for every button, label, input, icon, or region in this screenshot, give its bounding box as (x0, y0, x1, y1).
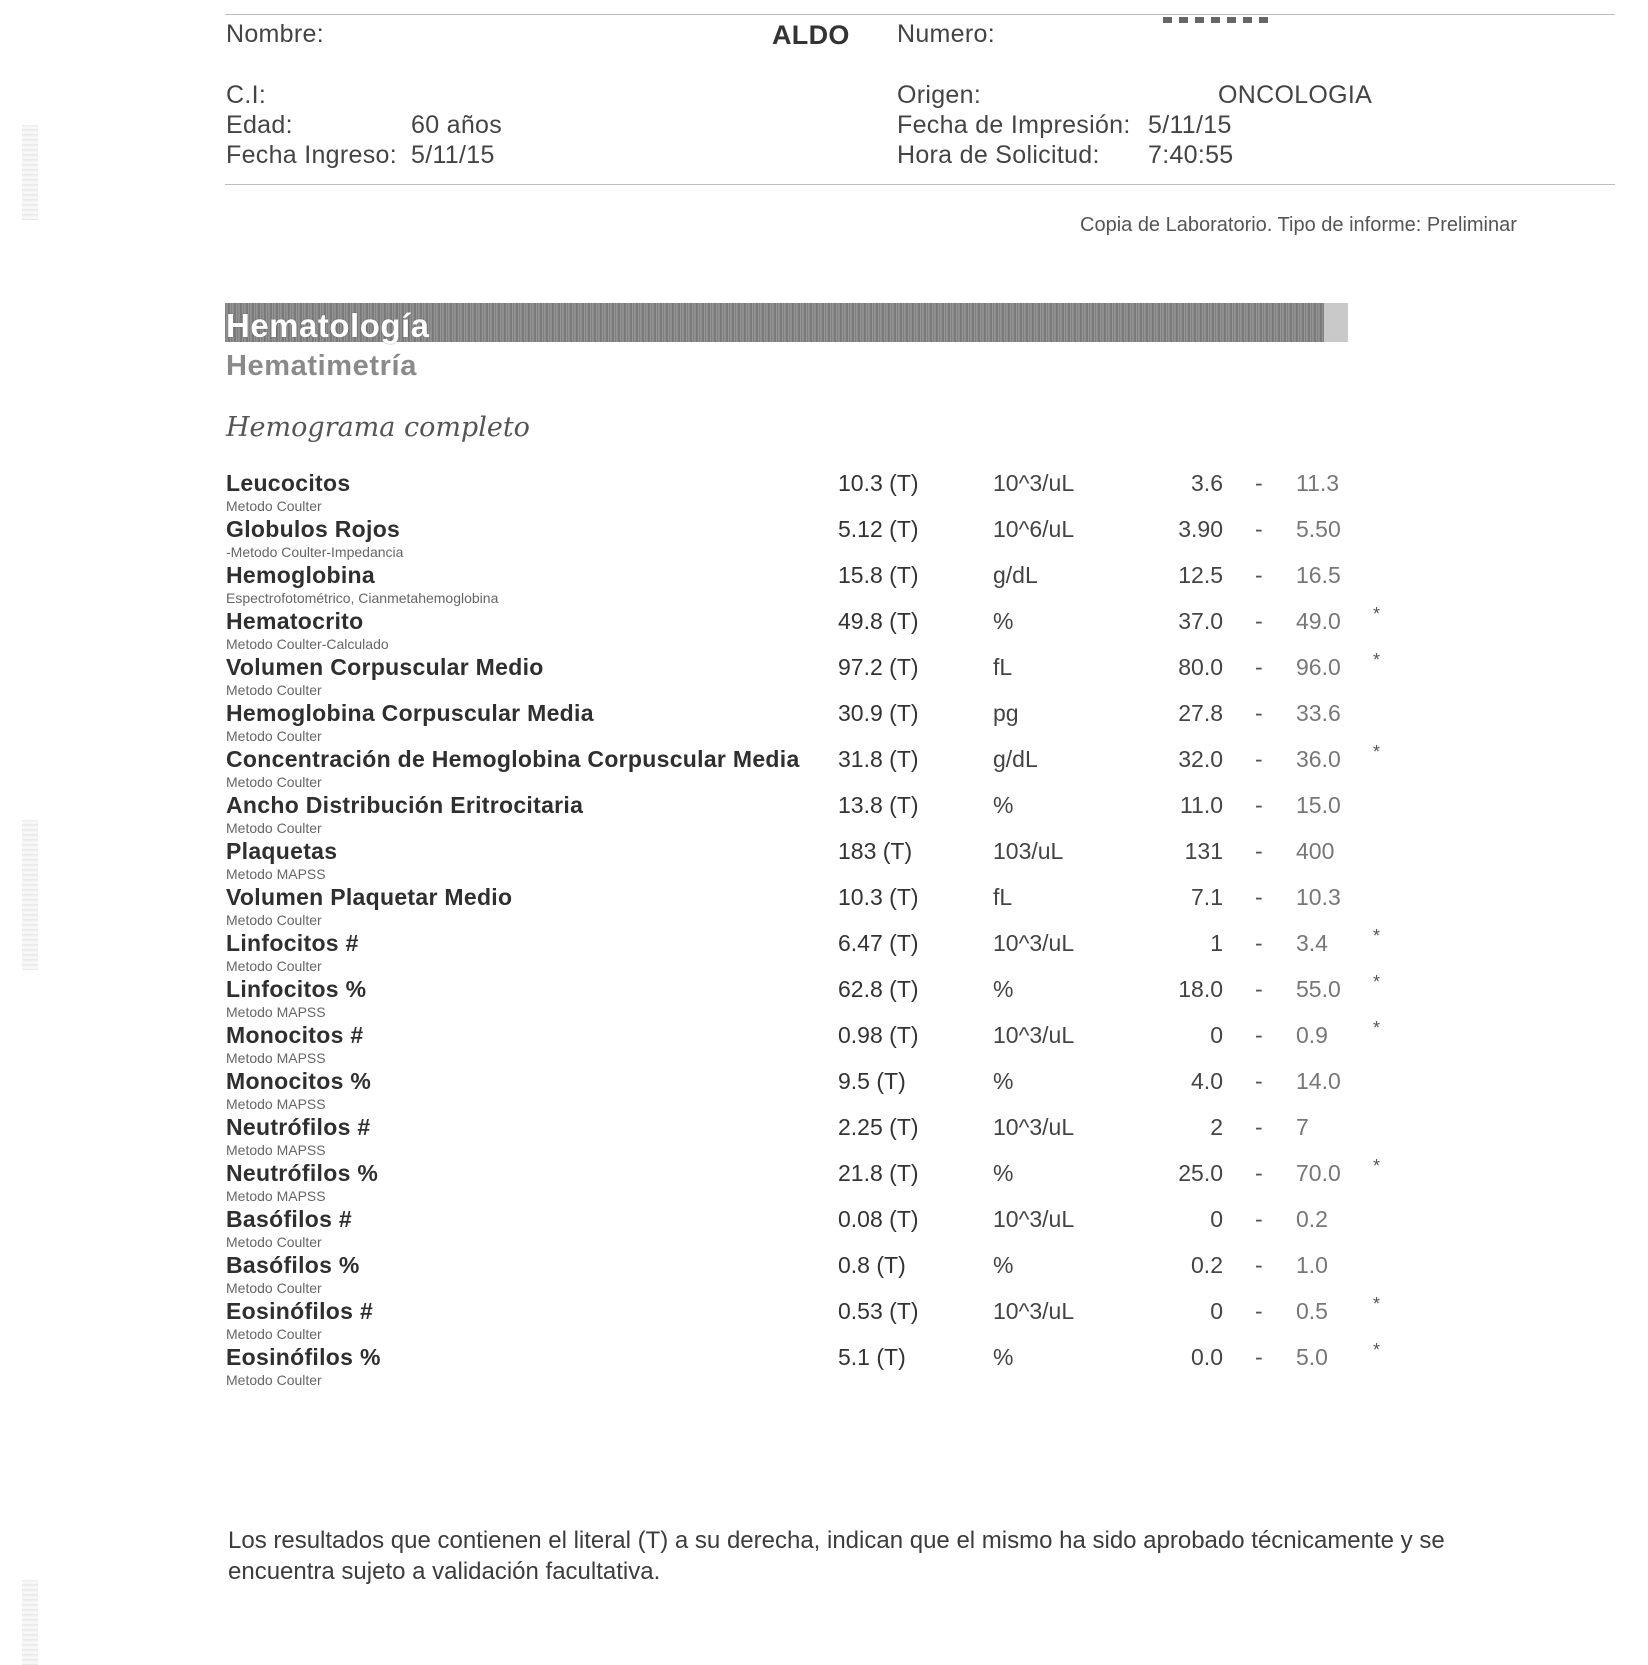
result-unit: 10^3/uL (993, 1114, 1075, 1140)
reference-range-separator: - (1255, 562, 1263, 588)
panel-title: Hemograma completo (226, 412, 530, 443)
reference-low: 7.1 (1191, 884, 1223, 910)
out-of-range-flag: * (1373, 1018, 1381, 1038)
reference-range-separator: - (1255, 654, 1263, 680)
reference-range-separator: - (1255, 1160, 1263, 1186)
result-method: Metodo Coulter (226, 774, 322, 790)
reference-high: 5.50 (1296, 516, 1341, 542)
result-unit: 103/uL (993, 838, 1064, 864)
result-unit: pg (993, 700, 1019, 726)
fecha-ingreso-value: 5/11/15 (411, 141, 495, 169)
reference-low: 27.8 (1178, 700, 1223, 726)
result-test-name: Eosinófilos # (226, 1298, 374, 1324)
result-row (0, 792, 1648, 838)
reference-high: 10.3 (1296, 884, 1341, 910)
reference-low: 1 (1210, 930, 1223, 956)
result-value: 0.98 (T) (838, 1022, 919, 1048)
result-test-name: Monocitos # (226, 1022, 364, 1048)
reference-low: 0.2 (1191, 1252, 1223, 1278)
origen-value: ONCOLOGIA (1218, 81, 1373, 109)
reference-range-separator: - (1255, 516, 1263, 542)
result-row (0, 972, 1648, 1022)
nombre-label: Nombre: (226, 20, 324, 48)
result-value: 97.2 (T) (838, 654, 919, 680)
scan-edge-mark (22, 1580, 38, 1665)
reference-low: 0 (1210, 1022, 1223, 1048)
fecha-impresion-label: Fecha de Impresión: (897, 111, 1131, 139)
reference-range-separator: - (1255, 1068, 1263, 1094)
edad-value: 60 años (411, 111, 503, 139)
result-unit: fL (993, 654, 1013, 680)
reference-range-separator: - (1255, 608, 1263, 634)
result-row (0, 926, 1648, 976)
reference-low: 0 (1210, 1206, 1223, 1232)
result-test-name: Monocitos % (226, 1068, 372, 1094)
reference-low: 25.0 (1178, 1160, 1223, 1186)
result-method: Metodo Coulter (226, 1326, 322, 1342)
reference-low: 131 (1184, 838, 1223, 864)
out-of-range-flag: * (1373, 1294, 1381, 1314)
out-of-range-flag: * (1373, 604, 1381, 624)
result-method: Metodo Coulter-Calculado (226, 636, 389, 652)
result-value: 5.1 (T) (838, 1344, 906, 1370)
reference-low: 2 (1210, 1114, 1223, 1140)
reference-low: 37.0 (1178, 608, 1223, 634)
result-test-name: Neutrófilos % (226, 1160, 379, 1186)
reference-range-separator: - (1255, 930, 1263, 956)
reference-low: 4.0 (1191, 1068, 1223, 1094)
result-unit: 10^3/uL (993, 1022, 1075, 1048)
result-unit: % (993, 608, 1014, 634)
result-method: Metodo Coulter (226, 1372, 322, 1388)
result-unit: % (993, 1252, 1014, 1278)
result-test-name: Hemoglobina (226, 562, 375, 588)
result-test-name: Basófilos # (226, 1206, 353, 1232)
result-value: 62.8 (T) (838, 976, 919, 1002)
reference-range-separator: - (1255, 470, 1263, 496)
result-test-name: Leucocitos (226, 470, 351, 496)
result-row (0, 1340, 1648, 1390)
section-title: Hematología (226, 307, 430, 344)
reference-low: 18.0 (1178, 976, 1223, 1002)
result-method: Metodo Coulter (226, 958, 322, 974)
result-method: Metodo MAPSS (226, 866, 326, 882)
reference-low: 0 (1210, 1298, 1223, 1324)
result-method: Metodo Coulter (226, 820, 322, 836)
header-bottom-rule (225, 184, 1615, 185)
reference-high: 7 (1296, 1114, 1309, 1140)
numero-redacted-mark (1163, 17, 1275, 23)
reference-range-separator: - (1255, 1344, 1263, 1370)
reference-range-separator: - (1255, 1114, 1263, 1140)
fecha-impresion-value: 5/11/15 (1148, 111, 1232, 139)
result-test-name: Neutrófilos # (226, 1114, 371, 1140)
origen-label: Origen: (897, 81, 982, 109)
result-method: Metodo MAPSS (226, 1050, 326, 1066)
result-test-name: Concentración de Hemoglobina Corpuscular Media (226, 746, 800, 772)
result-value: 5.12 (T) (838, 516, 919, 542)
result-row (0, 470, 1648, 516)
result-row (0, 1068, 1648, 1114)
result-value: 6.47 (T) (838, 930, 919, 956)
result-method: Metodo Coulter (226, 498, 322, 514)
hora-solicitud-label: Hora de Solicitud: (897, 141, 1100, 169)
header-top-rule (225, 14, 1615, 15)
reference-high: 55.0 (1296, 976, 1341, 1002)
result-row (0, 1114, 1648, 1160)
result-value: 10.3 (T) (838, 470, 919, 496)
result-value: 31.8 (T) (838, 746, 919, 772)
reference-range-separator: - (1255, 792, 1263, 818)
reference-high: 16.5 (1296, 562, 1341, 588)
result-test-name: Hemoglobina Corpuscular Media (226, 700, 594, 726)
result-unit: 10^3/uL (993, 470, 1075, 496)
reference-low: 11.0 (1179, 792, 1223, 818)
report-type-line: Copia de Laboratorio. Tipo de informe: Preliminar (1080, 214, 1517, 236)
result-test-name: Eosinófilos % (226, 1344, 381, 1370)
result-test-name: Linfocitos # (226, 930, 359, 956)
reference-range-separator: - (1255, 1206, 1263, 1232)
reference-high: 0.9 (1296, 1022, 1328, 1048)
result-row (0, 516, 1648, 562)
reference-high: 11.3 (1296, 470, 1340, 496)
out-of-range-flag: * (1373, 1156, 1381, 1176)
result-unit: % (993, 976, 1014, 1002)
result-unit: 10^3/uL (993, 1206, 1075, 1232)
reference-range-separator: - (1255, 1252, 1263, 1278)
results-table (0, 470, 1648, 1390)
result-unit: fL (993, 884, 1013, 910)
result-method: Metodo MAPSS (226, 1096, 326, 1112)
result-row (0, 1206, 1648, 1252)
result-row (0, 700, 1648, 746)
result-row (0, 1018, 1648, 1068)
result-method: -Metodo Coulter-Impedancia (226, 544, 404, 560)
reference-high: 14.0 (1296, 1068, 1341, 1094)
result-value: 49.8 (T) (838, 608, 919, 634)
result-test-name: Volumen Corpuscular Medio (226, 654, 544, 680)
scan-edge-mark (22, 125, 38, 220)
result-method: Metodo Coulter (226, 682, 322, 698)
result-unit: % (993, 1068, 1014, 1094)
out-of-range-flag: * (1373, 742, 1381, 762)
reference-low: 80.0 (1178, 654, 1223, 680)
footnote: Los resultados que contienen el literal (T) a su derecha, indican que el mismo ha sido aprobado técnicamente y se encuentra sujeto a validación facultativa. (228, 1527, 1445, 1585)
reference-range-separator: - (1255, 976, 1263, 1002)
reference-range-separator: - (1255, 1022, 1263, 1048)
result-unit: g/dL (993, 562, 1038, 588)
result-test-name: Globulos Rojos (226, 516, 401, 542)
result-row (0, 838, 1648, 884)
result-row (0, 884, 1648, 930)
result-value: 0.8 (T) (838, 1252, 906, 1278)
result-row (0, 1156, 1648, 1206)
reference-high: 400 (1296, 838, 1335, 864)
reference-range-separator: - (1255, 1298, 1263, 1324)
result-method: Metodo MAPSS (226, 1004, 326, 1020)
result-test-name: Volumen Plaquetar Medio (226, 884, 513, 910)
out-of-range-flag: * (1373, 650, 1381, 670)
result-unit: % (993, 1160, 1014, 1186)
reference-high: 0.5 (1296, 1298, 1328, 1324)
nombre-value: ALDO (772, 20, 850, 50)
reference-high: 70.0 (1296, 1160, 1341, 1186)
result-value: 30.9 (T) (838, 700, 919, 726)
reference-high: 1.0 (1296, 1252, 1328, 1278)
result-method: Metodo Coulter (226, 728, 322, 744)
result-test-name: Plaquetas (226, 838, 338, 864)
reference-low: 0.0 (1191, 1344, 1223, 1370)
result-method: Metodo Coulter (226, 1280, 322, 1296)
reference-high: 96.0 (1296, 654, 1341, 680)
out-of-range-flag: * (1373, 972, 1381, 992)
reference-range-separator: - (1255, 700, 1263, 726)
reference-high: 5.0 (1296, 1344, 1328, 1370)
result-method: Metodo MAPSS (226, 1188, 326, 1204)
result-test-name: Linfocitos % (226, 976, 367, 1002)
result-value: 183 (T) (838, 838, 913, 864)
reference-high: 15.0 (1296, 792, 1341, 818)
edad-label: Edad: (226, 111, 293, 139)
result-value: 0.08 (T) (838, 1206, 919, 1232)
result-test-name: Basófilos % (226, 1252, 360, 1278)
reference-high: 33.6 (1296, 700, 1341, 726)
fecha-ingreso-label: Fecha Ingreso: (226, 141, 397, 169)
result-row (0, 742, 1648, 792)
result-value: 21.8 (T) (838, 1160, 919, 1186)
reference-high: 36.0 (1296, 746, 1341, 772)
reference-range-separator: - (1255, 746, 1263, 772)
result-method: Metodo Coulter (226, 912, 322, 928)
result-value: 15.8 (T) (838, 562, 919, 588)
result-unit: g/dL (993, 746, 1038, 772)
result-method: Metodo Coulter (226, 1234, 322, 1250)
result-value: 10.3 (T) (838, 884, 919, 910)
reference-high: 3.4 (1296, 930, 1328, 956)
reference-high: 49.0 (1296, 608, 1341, 634)
result-row (0, 650, 1648, 700)
subsection-title: Hematimetría (226, 350, 417, 382)
numero-label: Numero: (897, 20, 995, 48)
out-of-range-flag: * (1373, 926, 1381, 946)
result-row (0, 604, 1648, 654)
result-row (0, 1252, 1648, 1298)
reference-high: 0.2 (1296, 1206, 1328, 1232)
result-unit: 10^3/uL (993, 930, 1075, 956)
reference-range-separator: - (1255, 838, 1263, 864)
result-value: 9.5 (T) (838, 1068, 906, 1094)
result-method: Metodo MAPSS (226, 1142, 326, 1158)
result-row (0, 1294, 1648, 1344)
reference-low: 12.5 (1178, 562, 1223, 588)
result-value: 13.8 (T) (838, 792, 919, 818)
result-row (0, 562, 1648, 608)
result-unit: % (993, 792, 1014, 818)
reference-low: 32.0 (1178, 746, 1223, 772)
out-of-range-flag: * (1373, 1340, 1381, 1360)
reference-range-separator: - (1255, 884, 1263, 910)
reference-low: 3.90 (1178, 516, 1223, 542)
result-value: 2.25 (T) (838, 1114, 919, 1140)
result-unit: 10^6/uL (993, 516, 1075, 542)
result-test-name: Hematocrito (226, 608, 364, 634)
ci-label: C.I: (226, 81, 267, 109)
hora-solicitud-value: 7:40:55 (1148, 141, 1234, 169)
result-test-name: Ancho Distribución Eritrocitaria (226, 792, 584, 818)
result-value: 0.53 (T) (838, 1298, 919, 1324)
reference-low: 3.6 (1191, 470, 1223, 496)
result-unit: 10^3/uL (993, 1298, 1075, 1324)
result-method: Espectrofotométrico, Cianmetahemoglobina (226, 590, 499, 606)
result-unit: % (993, 1344, 1014, 1370)
